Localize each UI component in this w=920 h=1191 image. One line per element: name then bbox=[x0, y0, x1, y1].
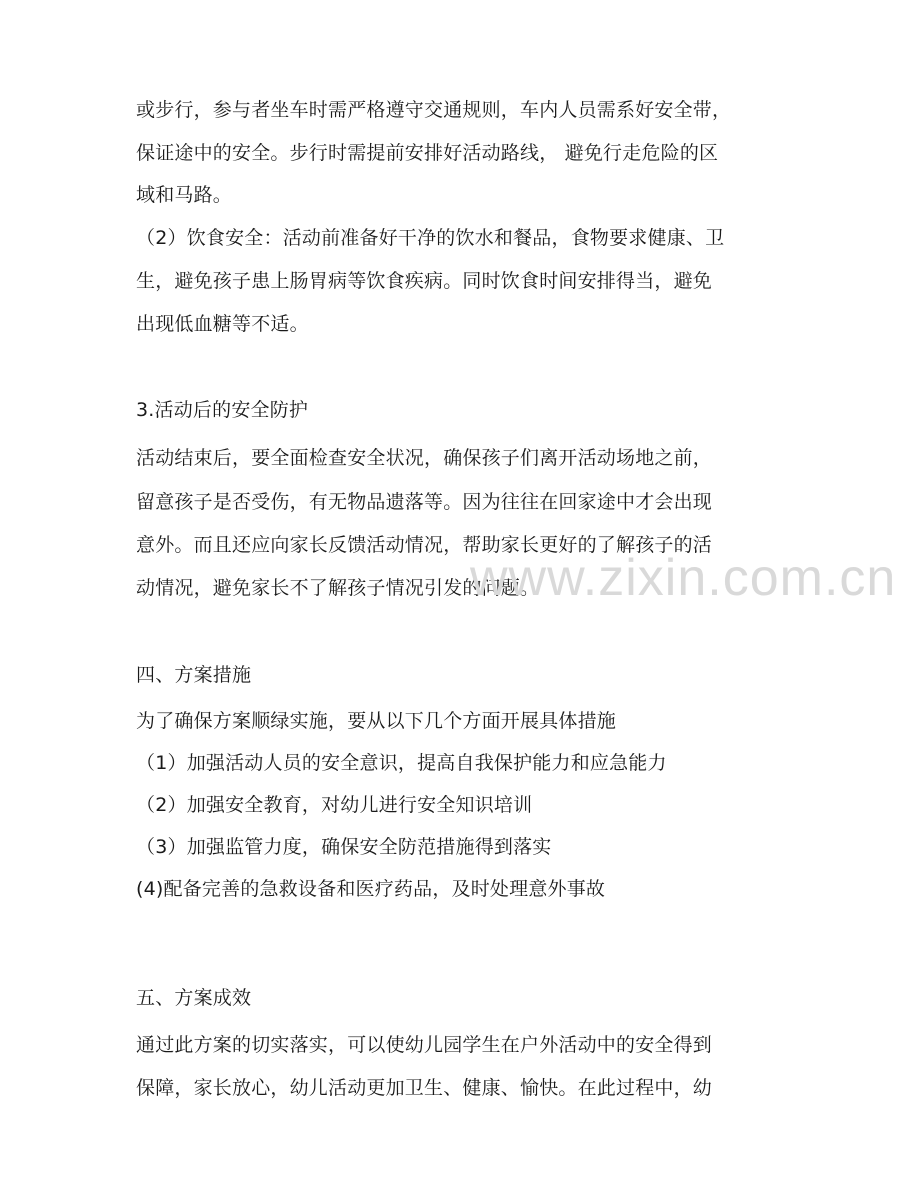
paragraph-line: 动情况，避免家长不了解孩子情况引发的问题。 bbox=[136, 577, 540, 599]
section-heading: 3.活动后的安全防护 bbox=[136, 399, 309, 421]
section-heading: 四、方案措施 bbox=[136, 664, 252, 686]
list-item: （1）加强活动人员的安全意识，提高自我保护能力和应急能力 bbox=[136, 752, 667, 774]
section-heading: 五、方案成效 bbox=[136, 987, 252, 1009]
paragraph-line: 留意孩子是否受伤，有无物品遗落等。因为往往在回家途中才会出现 bbox=[136, 491, 713, 513]
paragraph-line: 域和马路。 bbox=[136, 184, 233, 206]
paragraph-line: 活动结束后，要全面检查安全状况，确保孩子们离开活动场地之前， bbox=[136, 447, 713, 469]
paragraph-line: 生，避免孩子患上肠胃病等饮食疾病。同时饮食时间安排得当，避免 bbox=[136, 270, 713, 292]
paragraph-line: 为了确保方案顺绿实施，要从以下几个方面开展具体措施 bbox=[136, 710, 617, 732]
paragraph-line: 保证途中的安全。步行时需提前安排好活动路线， 避免行走危险的区 bbox=[136, 142, 719, 164]
list-item: (4)配备完善的急救设备和医疗药品，及时处理意外事故 bbox=[136, 878, 606, 900]
paragraph-line: 出现低血糖等不适。 bbox=[136, 313, 309, 335]
list-item: （3）加强监管力度，确保安全防范措施得到落实 bbox=[136, 836, 552, 858]
list-item: （2）饮食安全：活动前准备好干净的饮水和餐品，食物要求健康、卫 bbox=[136, 227, 725, 249]
paragraph-line: 保障，家长放心，幼儿活动更加卫生、健康、愉快。在此过程中，幼 bbox=[136, 1077, 713, 1099]
watermark: www.zixin.com.cn bbox=[470, 549, 897, 607]
paragraph-line: 或步行，参与者坐车时需严格遵守交通规则，车内人员需系好安全带， bbox=[136, 99, 732, 121]
paragraph-line: 意外。而且还应向家长反馈活动情况，帮助家长更好的了解孩子的活 bbox=[136, 534, 713, 556]
paragraph-line: 通过此方案的切实落实，可以使幼儿园学生在户外活动中的安全得到 bbox=[136, 1034, 713, 1056]
list-item: （2）加强安全教育，对幼儿进行安全知识培训 bbox=[136, 794, 533, 816]
